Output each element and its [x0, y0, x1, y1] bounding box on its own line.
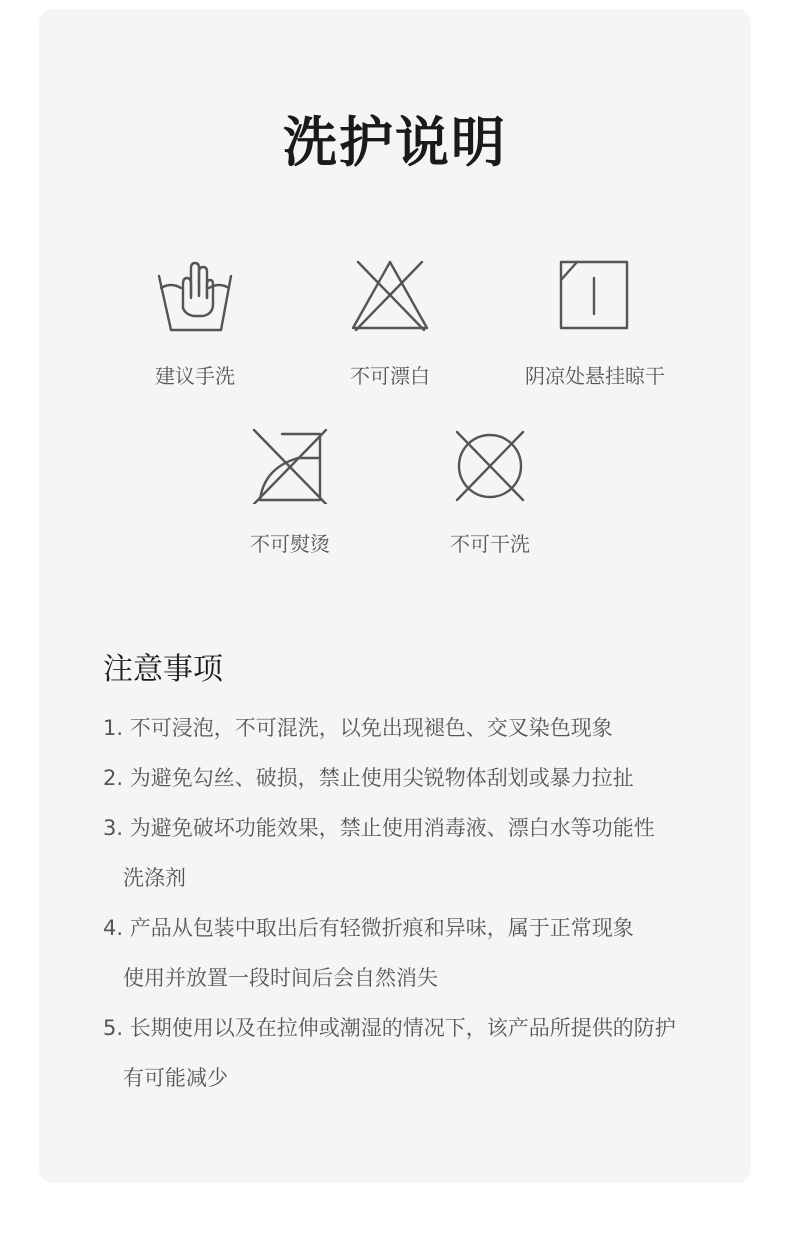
page-title: 洗护说明: [283, 111, 507, 174]
list-item-continuation: 使用并放置一段时间后会自然消失: [123, 966, 438, 990]
care-item-hand-wash: [85, 258, 305, 389]
notes-title: 注意事项: [103, 652, 223, 687]
list-item-continuation: 有可能减少: [123, 1066, 228, 1090]
care-label-hand-wash: 建议手洗: [155, 364, 235, 388]
care-label-line-dry-shade: 阴凉处悬挂晾干: [525, 364, 665, 388]
care-item-no-iron: [180, 426, 400, 557]
care-label-no-bleach: 不可漂白: [350, 364, 430, 388]
care-label-no-iron: 不可熨烫: [250, 532, 330, 556]
no-iron-icon: [250, 426, 330, 504]
list-item: 4. 产品从包装中取出后有轻微折痕和异味，属于正常现象: [103, 916, 634, 940]
line-dry-shade-icon: [555, 258, 635, 336]
list-item: 2. 为避免勾丝、破损，禁止使用尖锐物体刮划或暴力拉扯: [103, 766, 634, 790]
list-item: 1. 不可浸泡，不可混洗，以免出现褪色、交叉染色现象: [103, 716, 613, 740]
care-item-no-dry-clean: [380, 426, 600, 557]
hand-wash-icon: [155, 258, 235, 336]
notes-list: [103, 703, 723, 1103]
no-bleach-icon: [350, 258, 430, 336]
list-item: 5. 长期使用以及在拉伸或潮湿的情况下，该产品所提供的防护: [103, 1016, 676, 1040]
care-item-no-bleach: [280, 258, 500, 389]
care-label-no-dry-clean: 不可干洗: [450, 532, 530, 556]
list-item: 3. 为避免破坏功能效果，禁止使用消毒液、漂白水等功能性: [103, 816, 655, 840]
no-dry-clean-icon: [450, 426, 530, 504]
care-item-line-dry-shade: [485, 258, 705, 389]
list-item-continuation: 洗涤剂: [123, 866, 186, 890]
